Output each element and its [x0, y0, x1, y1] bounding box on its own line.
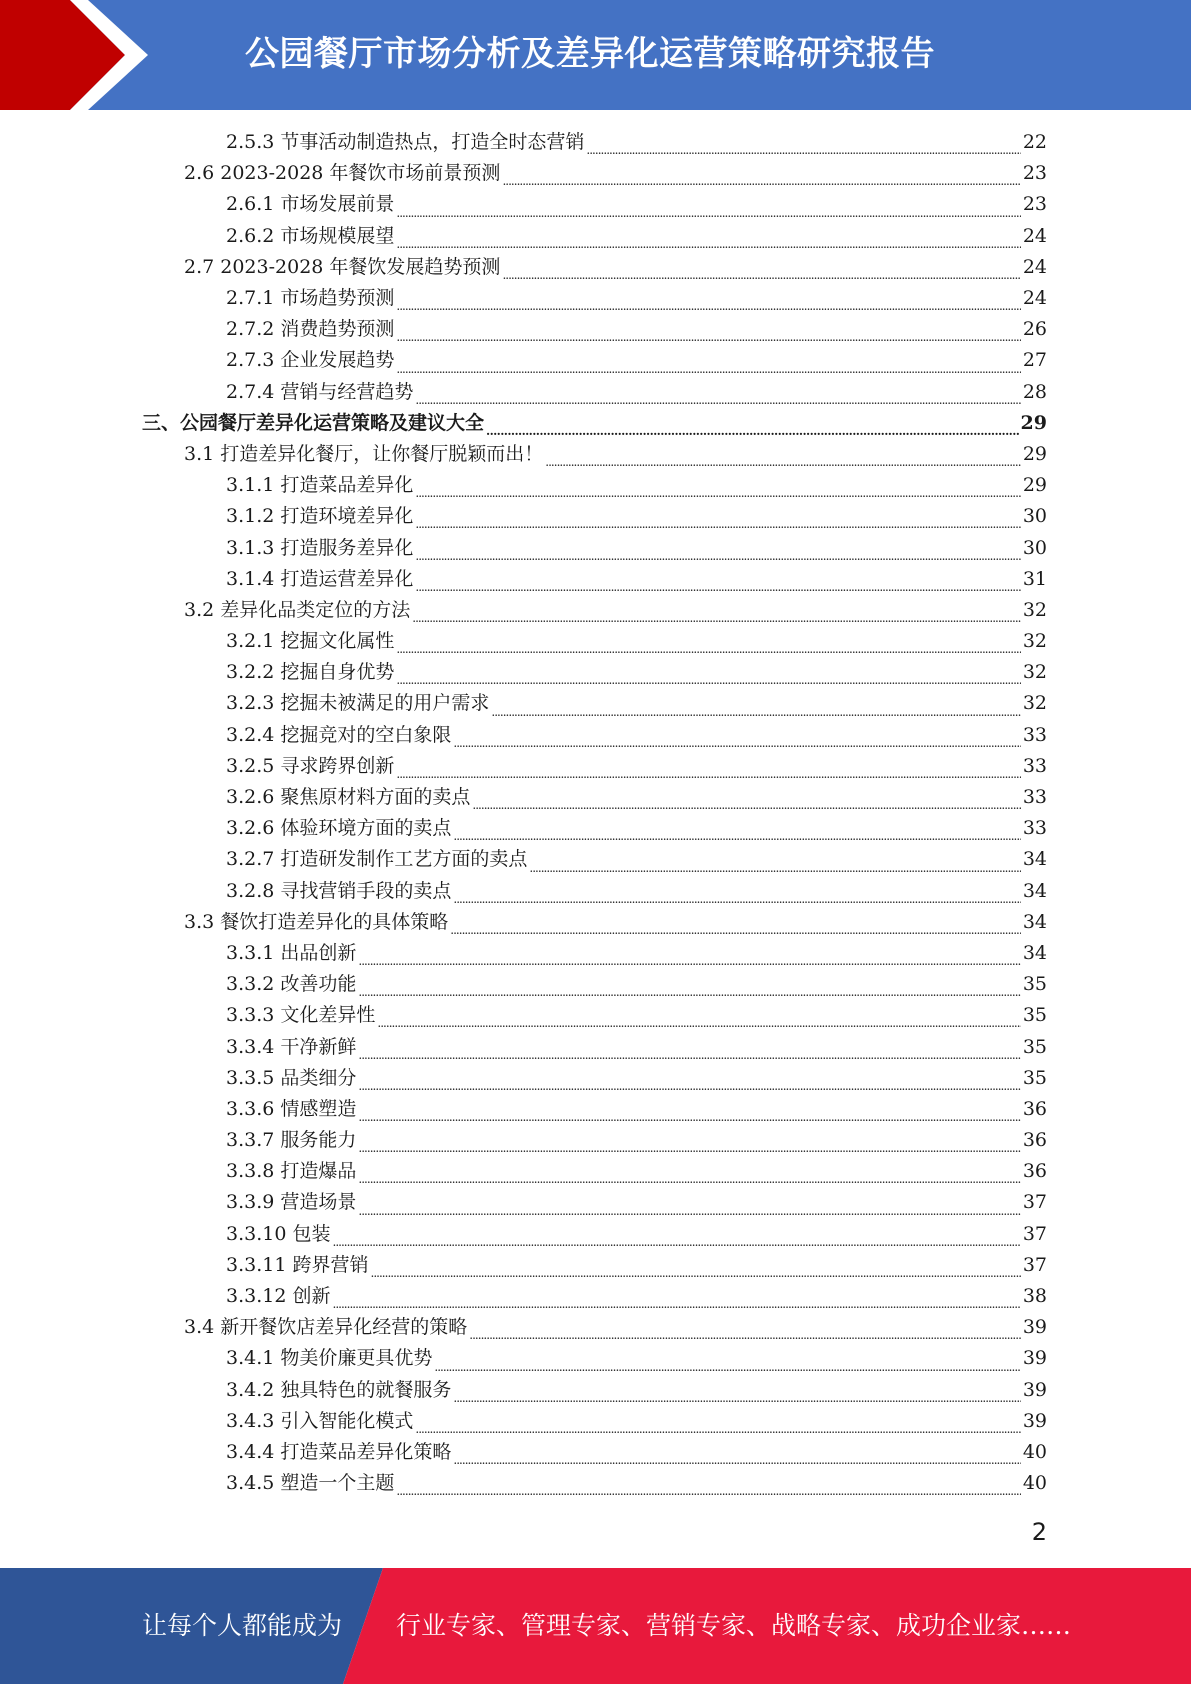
toc-entry-title: 3.2.1 挖掘文化属性	[226, 630, 395, 653]
toc-entry-title: 2.7 2023-2028 年餐饮发展趋势预测	[184, 255, 501, 278]
toc-entry-page: 28	[1022, 380, 1047, 403]
toc-entry-page: 32	[1022, 630, 1047, 653]
toc-entry-page: 37	[1022, 1253, 1047, 1276]
header-arrow-decoration	[0, 0, 160, 110]
toc-entry-page: 26	[1022, 318, 1047, 341]
toc-entry-title: 3.4 新开餐饮店差异化经营的策略	[184, 1316, 468, 1339]
toc-entry[interactable]	[0, 626, 1191, 657]
toc-dot-leader	[434, 1344, 1020, 1375]
toc-dot-leader	[486, 408, 1019, 439]
toc-entry-title: 3.4.1 物美价廉更具优势	[226, 1347, 433, 1370]
table-of-contents	[0, 127, 1191, 1499]
toc-dot-leader	[472, 782, 1020, 813]
toc-entry-page: 36	[1022, 1097, 1047, 1120]
toc-entry-page: 24	[1022, 224, 1047, 247]
toc-dot-leader	[529, 845, 1020, 876]
toc-entry-page: 39	[1022, 1316, 1047, 1339]
toc-dot-leader	[396, 221, 1020, 252]
toc-entry-title: 3.2.5 寻求跨界创新	[226, 754, 395, 777]
toc-entry[interactable]	[0, 501, 1191, 532]
toc-entry[interactable]	[0, 532, 1191, 563]
toc-entry[interactable]	[0, 252, 1191, 283]
toc-dot-leader	[415, 533, 1020, 564]
toc-dot-leader	[396, 190, 1020, 221]
toc-entry-page: 33	[1022, 786, 1047, 809]
toc-dot-leader	[415, 377, 1020, 408]
toc-entry[interactable]	[0, 1343, 1191, 1374]
toc-entry-page: 37	[1022, 1191, 1047, 1214]
toc-entry-title: 2.6 2023-2028 年餐饮市场前景预测	[184, 162, 501, 185]
toc-dot-leader	[453, 1375, 1020, 1406]
toc-entry-page: 30	[1022, 505, 1047, 528]
footer-banner	[0, 1568, 1191, 1684]
toc-entry-page: 29	[1022, 442, 1047, 465]
toc-entry[interactable]	[0, 751, 1191, 782]
toc-entry-page: 24	[1022, 255, 1047, 278]
toc-entry-page: 35	[1022, 1035, 1047, 1058]
toc-entry[interactable]	[0, 314, 1191, 345]
toc-entry[interactable]	[0, 688, 1191, 719]
toc-entry-title: 3.1.2 打造环境差异化	[226, 505, 414, 528]
toc-entry[interactable]	[0, 1000, 1191, 1031]
toc-dot-leader	[332, 1219, 1020, 1250]
toc-dot-leader	[358, 1125, 1020, 1156]
report-title: 公园餐厅市场分析及差异化运营策略研究报告	[245, 34, 935, 74]
toc-entry[interactable]	[0, 595, 1191, 626]
toc-entry-title: 2.5.3 节事活动制造热点，打造全时态营销	[226, 131, 585, 154]
toc-entry-title: 3.1.1 打造菜品差异化	[226, 474, 414, 497]
toc-entry-title: 3.4.4 打造菜品差异化策略	[226, 1440, 452, 1463]
toc-entry-title: 3.3.3 文化差异性	[226, 1004, 376, 1027]
toc-dot-leader	[453, 720, 1020, 751]
toc-dot-leader	[412, 595, 1021, 626]
toc-dot-leader	[396, 283, 1020, 314]
toc-entry-page: 35	[1022, 973, 1047, 996]
toc-entry[interactable]	[0, 1031, 1191, 1062]
toc-entry-title: 3.1 打造差异化餐厅，让你餐厅脱颖而出！	[184, 442, 544, 465]
toc-entry[interactable]	[0, 876, 1191, 907]
toc-entry-page: 31	[1022, 567, 1047, 590]
toc-entry-title: 3.2.6 体验环境方面的卖点	[226, 817, 452, 840]
toc-dot-leader	[332, 1281, 1020, 1312]
toc-dot-leader	[450, 907, 1021, 938]
toc-entry-title: 3.3.12 创新	[226, 1285, 331, 1308]
toc-entry-page: 29	[1020, 411, 1047, 434]
toc-entry[interactable]	[0, 657, 1191, 688]
toc-dot-leader	[415, 564, 1020, 595]
toc-dot-leader	[491, 689, 1020, 720]
toc-entry[interactable]	[0, 1468, 1191, 1499]
toc-dot-leader	[545, 439, 1021, 470]
toc-dot-leader	[358, 969, 1020, 1000]
toc-entry[interactable]	[0, 720, 1191, 751]
page-number: 2	[1031, 1518, 1047, 1546]
toc-entry[interactable]	[0, 564, 1191, 595]
toc-entry-title: 2.7.2 消费趋势预测	[226, 318, 395, 341]
toc-dot-leader	[370, 1250, 1020, 1281]
toc-entry-page: 32	[1022, 598, 1047, 621]
toc-entry-page: 39	[1022, 1347, 1047, 1370]
toc-dot-leader	[453, 813, 1020, 844]
footer-slogan-left: 让每个人都能成为	[142, 1611, 343, 1640]
toc-dot-leader	[453, 1437, 1020, 1468]
toc-entry-title: 3.3.9 营造场景	[226, 1191, 357, 1214]
toc-entry[interactable]	[0, 1375, 1191, 1406]
toc-entry-page: 37	[1022, 1222, 1047, 1245]
toc-entry[interactable]	[0, 1094, 1191, 1125]
toc-entry-page: 39	[1022, 1378, 1047, 1401]
toc-entry[interactable]	[0, 1312, 1191, 1343]
toc-dot-leader	[396, 626, 1020, 657]
toc-dot-leader	[586, 127, 1020, 158]
toc-entry-page: 40	[1022, 1440, 1047, 1463]
toc-entry-title: 2.7.3 企业发展趋势	[226, 349, 395, 372]
footer-slogan-right: 行业专家、管理专家、营销专家、战略专家、成功企业家……	[396, 1611, 1072, 1640]
toc-entry-title: 3.2.7 打造研发制作工艺方面的卖点	[226, 848, 528, 871]
toc-entry[interactable]	[0, 127, 1191, 158]
toc-entry-page: 40	[1022, 1472, 1047, 1495]
toc-entry-page: 32	[1022, 692, 1047, 715]
toc-entry[interactable]	[0, 1063, 1191, 1094]
toc-dot-leader	[415, 470, 1020, 501]
toc-dot-leader	[358, 1094, 1020, 1125]
toc-entry[interactable]	[0, 938, 1191, 969]
toc-dot-leader	[396, 314, 1020, 345]
toc-entry-page: 39	[1022, 1409, 1047, 1432]
toc-entry-title: 2.7.4 营销与经营趋势	[226, 380, 414, 403]
toc-entry[interactable]	[0, 1187, 1191, 1218]
toc-entry-page: 29	[1022, 474, 1047, 497]
toc-entry-title: 3.2.4 挖掘竞对的空白象限	[226, 723, 452, 746]
toc-entry-title: 3.2.2 挖掘自身优势	[226, 661, 395, 684]
toc-entry-title: 3.1.3 打造服务差异化	[226, 536, 414, 559]
toc-entry-title: 三、公园餐厅差异化运营策略及建议大全	[142, 411, 485, 434]
toc-entry[interactable]	[0, 1250, 1191, 1281]
toc-dot-leader	[502, 158, 1020, 189]
toc-entry-title: 3.1.4 打造运营差异化	[226, 567, 414, 590]
toc-entry-page: 34	[1022, 879, 1047, 902]
toc-dot-leader	[415, 501, 1020, 532]
toc-dot-leader	[358, 1156, 1020, 1187]
toc-entry[interactable]	[0, 1156, 1191, 1187]
toc-entry-title: 2.7.1 市场趋势预测	[226, 287, 395, 310]
toc-entry[interactable]	[0, 1125, 1191, 1156]
toc-entry-title: 3.2 差异化品类定位的方法	[184, 598, 411, 621]
toc-entry-title: 3.2.3 挖掘未被满足的用户需求	[226, 692, 490, 715]
toc-entry-page: 35	[1022, 1004, 1047, 1027]
toc-dot-leader	[358, 1032, 1020, 1063]
toc-dot-leader	[377, 1000, 1020, 1031]
toc-entry-page: 24	[1022, 287, 1047, 310]
toc-entry-page: 23	[1022, 193, 1047, 216]
header-banner	[0, 0, 1191, 110]
toc-entry[interactable]	[0, 813, 1191, 844]
toc-entry-title: 3.3.8 打造爆品	[226, 1160, 357, 1183]
toc-dot-leader	[396, 1468, 1020, 1499]
toc-entry-title: 3.3.4 干净新鲜	[226, 1035, 357, 1058]
toc-entry-page: 33	[1022, 754, 1047, 777]
toc-entry[interactable]	[0, 1437, 1191, 1468]
toc-entry-page: 33	[1022, 817, 1047, 840]
toc-entry[interactable]	[0, 439, 1191, 470]
toc-entry-title: 3.4.5 塑造一个主题	[226, 1472, 395, 1495]
toc-dot-leader	[502, 252, 1020, 283]
toc-entry-page: 33	[1022, 723, 1047, 746]
toc-entry-title: 3.3.11 跨界营销	[226, 1253, 369, 1276]
toc-dot-leader	[469, 1312, 1021, 1343]
toc-entry-title: 3.3.5 品类细分	[226, 1066, 357, 1089]
toc-entry-page: 32	[1022, 661, 1047, 684]
toc-dot-leader	[358, 938, 1020, 969]
toc-entry-page: 36	[1022, 1160, 1047, 1183]
toc-entry-page: 36	[1022, 1129, 1047, 1152]
toc-entry[interactable]	[0, 377, 1191, 408]
toc-entry-title: 3.2.8 寻找营销手段的卖点	[226, 879, 452, 902]
toc-entry-title: 3.3.1 出品创新	[226, 941, 357, 964]
toc-entry-page: 34	[1022, 941, 1047, 964]
toc-entry-title: 3.4.3 引入智能化模式	[226, 1409, 414, 1432]
toc-dot-leader	[358, 1063, 1020, 1094]
toc-entry-title: 2.6.1 市场发展前景	[226, 193, 395, 216]
toc-entry[interactable]	[0, 470, 1191, 501]
toc-dot-leader	[415, 1406, 1020, 1437]
toc-entry-page: 23	[1022, 162, 1047, 185]
toc-entry[interactable]	[0, 969, 1191, 1000]
toc-entry[interactable]	[0, 1406, 1191, 1437]
toc-entry[interactable]	[0, 189, 1191, 220]
toc-dot-leader	[358, 1188, 1020, 1219]
toc-dot-leader	[453, 876, 1020, 907]
toc-entry-title: 3.3.10 包装	[226, 1222, 331, 1245]
toc-entry-title: 3.3.2 改善功能	[226, 973, 357, 996]
toc-entry[interactable]	[0, 782, 1191, 813]
toc-entry-title: 3.4.2 独具特色的就餐服务	[226, 1378, 452, 1401]
toc-entry-title: 3.2.6 聚焦原材料方面的卖点	[226, 786, 471, 809]
toc-entry[interactable]	[0, 1219, 1191, 1250]
toc-entry[interactable]	[0, 408, 1191, 439]
toc-entry-page: 38	[1022, 1285, 1047, 1308]
toc-dot-leader	[396, 751, 1020, 782]
toc-entry-title: 3.3 餐饮打造差异化的具体策略	[184, 910, 449, 933]
toc-entry[interactable]	[0, 907, 1191, 938]
toc-entry[interactable]	[0, 1281, 1191, 1312]
toc-dot-leader	[396, 346, 1020, 377]
toc-entry[interactable]	[0, 283, 1191, 314]
toc-entry-title: 3.3.7 服务能力	[226, 1129, 357, 1152]
toc-entry[interactable]	[0, 158, 1191, 189]
toc-entry-title: 3.3.6 情感塑造	[226, 1097, 357, 1120]
toc-entry[interactable]	[0, 221, 1191, 252]
toc-entry-title: 2.6.2 市场规模展望	[226, 224, 395, 247]
toc-entry-page: 30	[1022, 536, 1047, 559]
toc-dot-leader	[396, 657, 1020, 688]
toc-entry-page: 27	[1022, 349, 1047, 372]
toc-entry-page: 22	[1022, 131, 1047, 154]
toc-entry-page: 34	[1022, 848, 1047, 871]
toc-entry[interactable]	[0, 345, 1191, 376]
toc-entry[interactable]	[0, 844, 1191, 875]
toc-entry-page: 35	[1022, 1066, 1047, 1089]
toc-entry-page: 34	[1022, 910, 1047, 933]
